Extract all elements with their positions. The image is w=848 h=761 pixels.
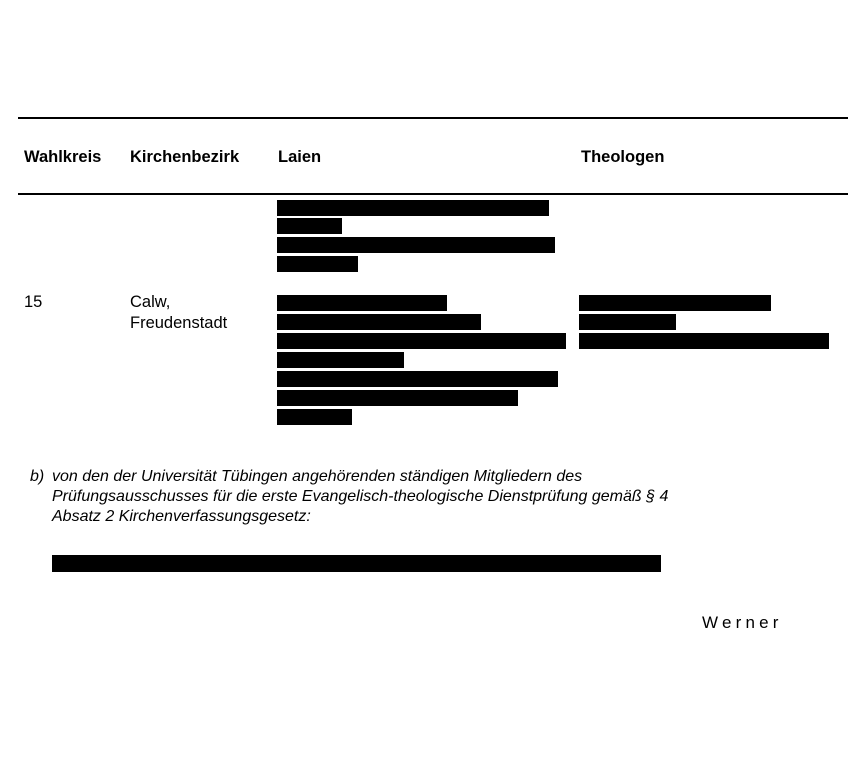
section-b-line-3: Absatz 2 Kirchenverfassungsgesetz: [52,508,311,525]
redacted-theologen-entry [579,333,829,349]
section-b-paragraph [30,467,790,527]
redacted-laien-entry [277,390,518,406]
row-kirchenbezirk [130,292,227,334]
redacted-laien-entry [277,237,555,253]
redacted-laien-entry [277,352,404,368]
redacted-theologen-entry [579,314,676,330]
header-divider [18,193,848,195]
redacted-theologen-entry [579,295,771,311]
redacted-laien-entry [277,333,566,349]
district-line-1: Calw, [130,293,171,311]
top-divider [18,117,848,119]
redacted-laien-entry [277,371,558,387]
redacted-laien-entry [277,256,358,272]
header-theologen: Theologen [581,148,665,166]
redacted-laien-entry [277,409,352,425]
signature: Werner [702,613,783,632]
district-line-2: Freudenstadt [130,314,228,332]
row-wahlkreis-number: 15 [24,293,43,311]
redacted-laien-entry [277,200,549,216]
header-laien: Laien [278,148,322,166]
redacted-laien-entry [277,218,342,234]
redacted-laien-entry [277,295,447,311]
header-wahlkreis: Wahlkreis [24,148,102,166]
redacted-section-b-entry [52,555,661,572]
section-b-marker: b) [30,468,45,485]
redacted-laien-entry [277,314,481,330]
section-b-line-1: von den der Universität Tübingen angehörenden ständigen Mitgliedern des [52,468,583,485]
section-b-line-2: Prüfungsausschusses für die erste Evangelisch-theologische Dienstprüfung gemäß § 4 [52,488,669,505]
header-kirchenbezirk: Kirchenbezirk [130,148,240,166]
